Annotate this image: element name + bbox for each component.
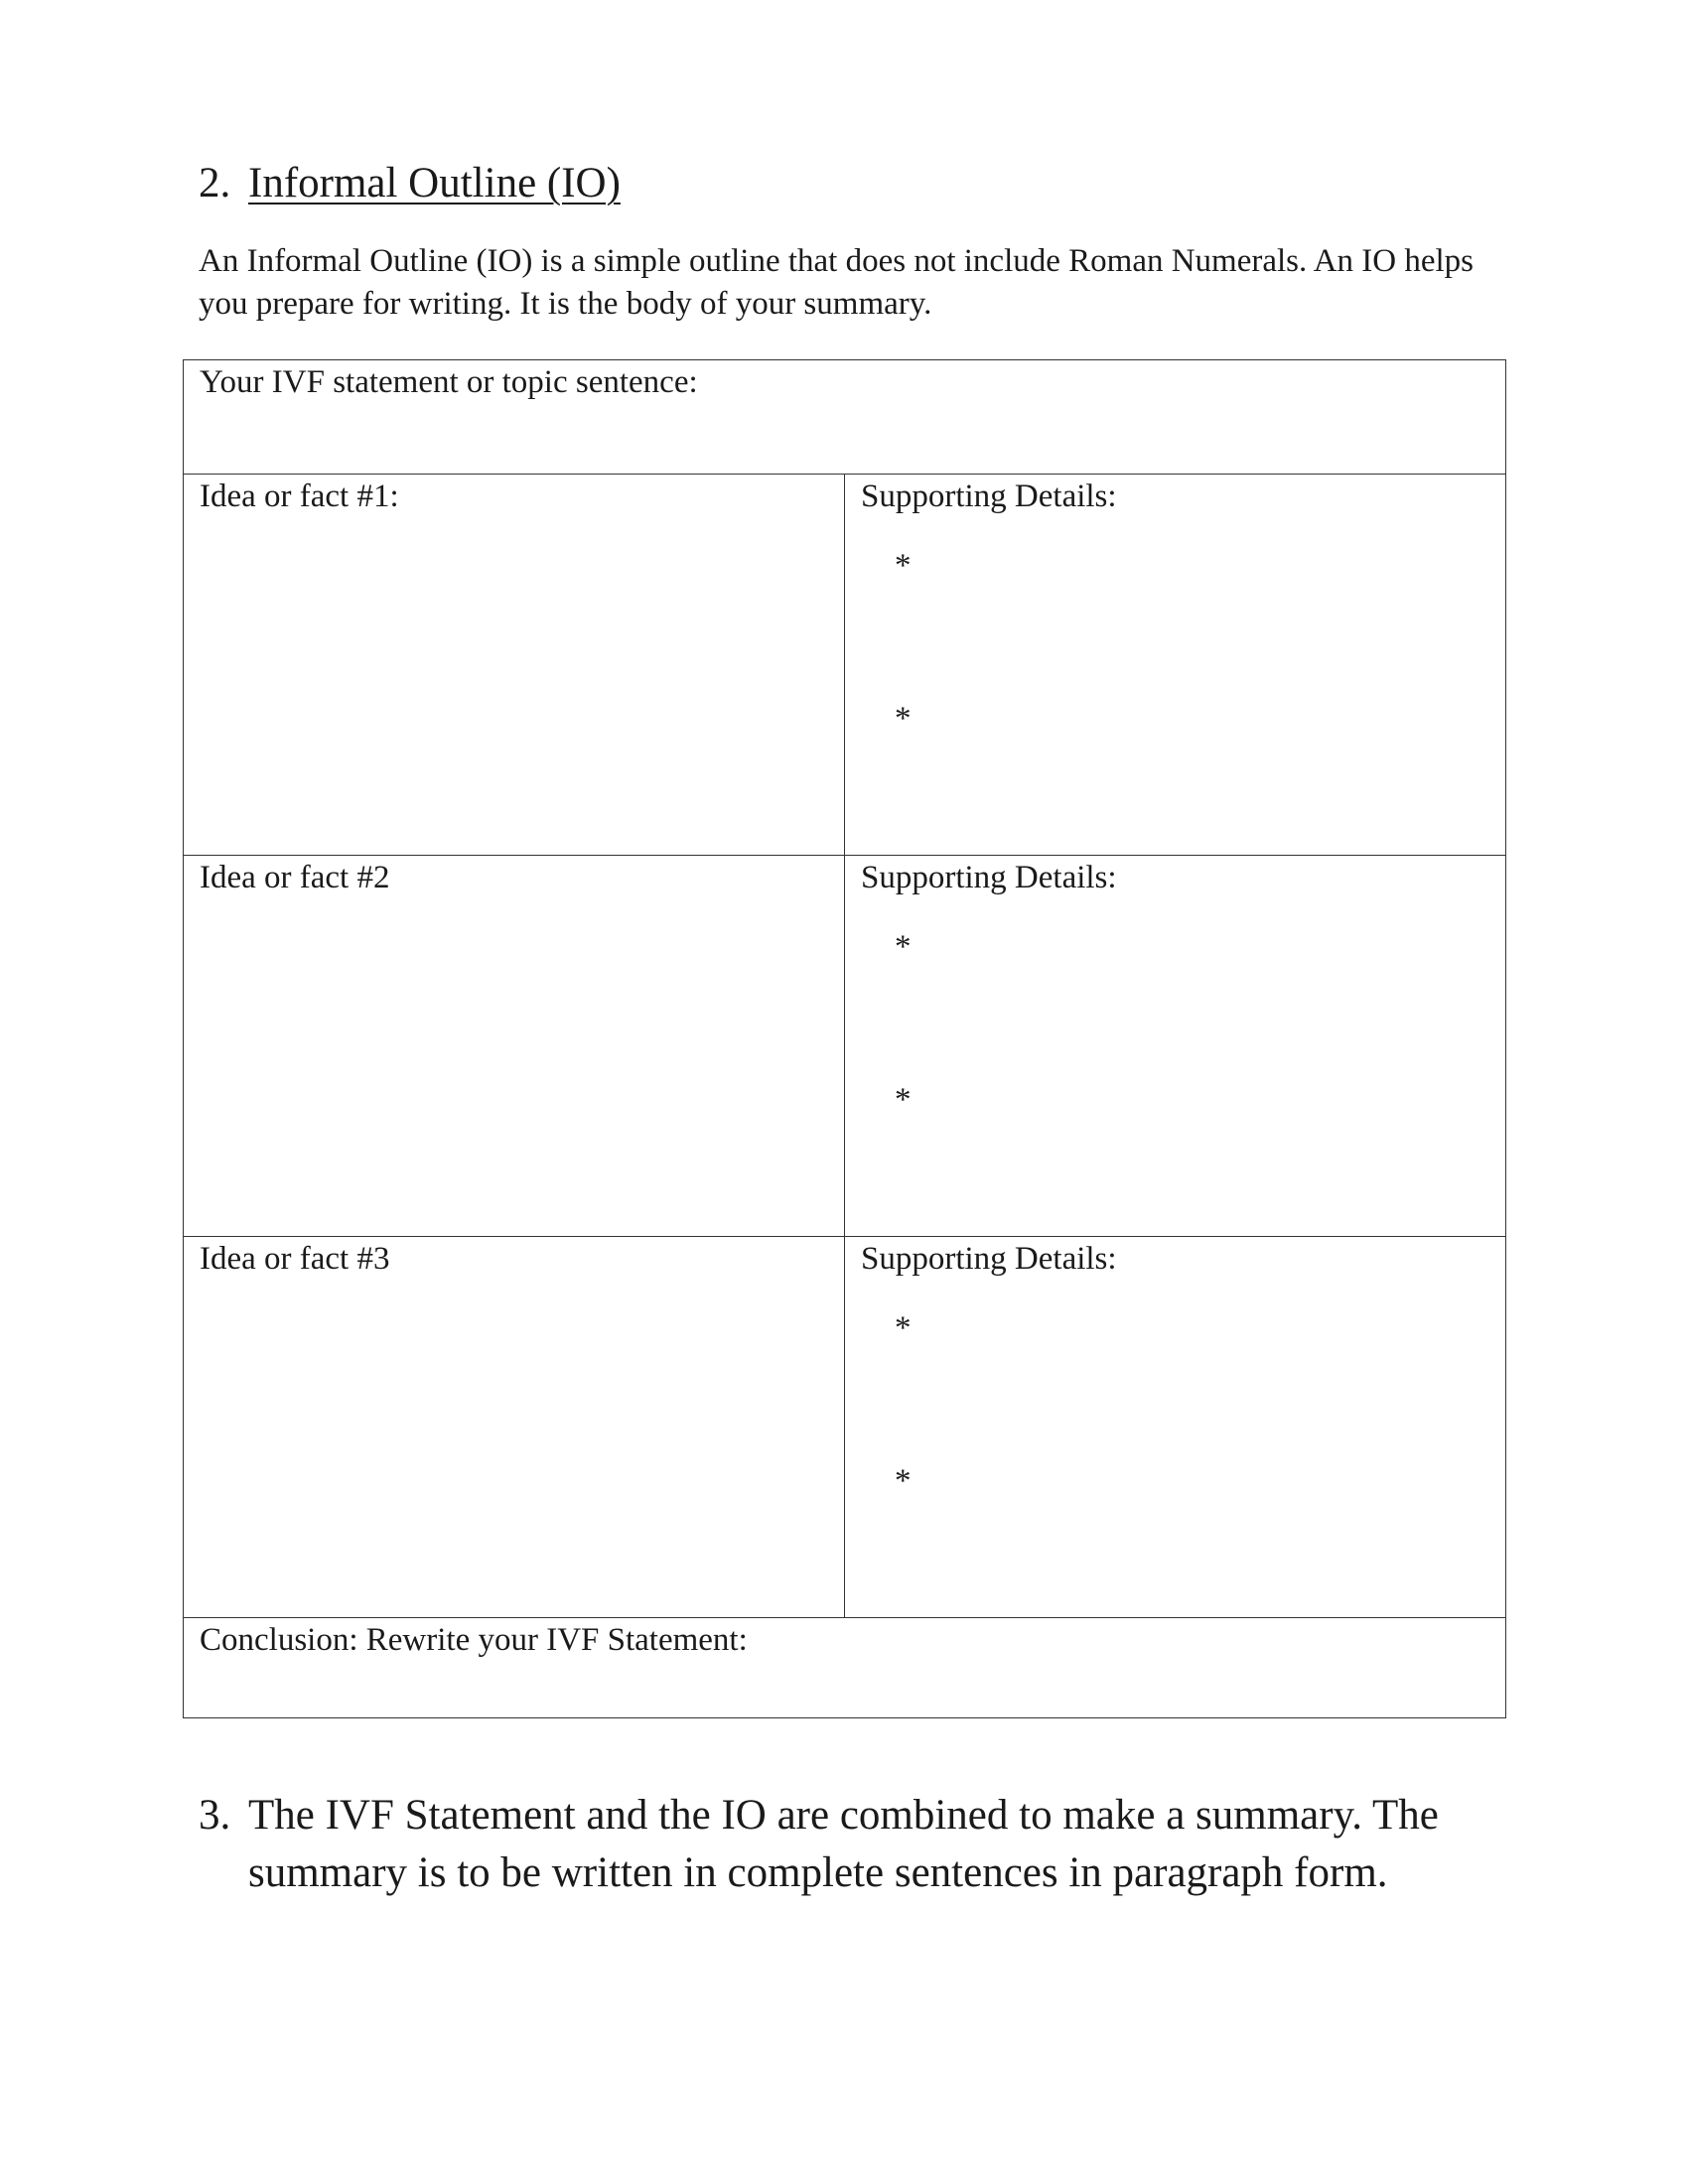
idea-label-2: Idea or fact #2 bbox=[200, 860, 390, 895]
outline-table bbox=[183, 359, 1506, 1718]
ivf-row bbox=[184, 360, 1506, 475]
detail-bullet: * bbox=[895, 548, 912, 584]
details-label-2: Supporting Details: bbox=[861, 860, 1117, 895]
closing-text: The IVF Statement and the IO are combined to make a summary. The summary is to be written in complete sentences in paragraph form. bbox=[248, 1792, 1439, 1896]
closing-number: 3. bbox=[199, 1792, 231, 1839]
ivf-label: Your IVF statement or topic sentence: bbox=[200, 364, 698, 400]
idea-row-1 bbox=[184, 475, 1506, 856]
detail-bullet: * bbox=[895, 701, 912, 737]
idea-label-3: Idea or fact #3 bbox=[200, 1241, 390, 1277]
closing-instruction bbox=[199, 1787, 1509, 1902]
detail-bullet: * bbox=[895, 1082, 912, 1118]
detail-bullet: * bbox=[895, 1463, 912, 1499]
idea-cell-3[interactable] bbox=[184, 1237, 845, 1618]
ivf-cell[interactable] bbox=[184, 360, 1506, 475]
detail-bullet: * bbox=[895, 929, 912, 965]
intro-paragraph bbox=[199, 240, 1509, 326]
details-cell-3[interactable] bbox=[845, 1237, 1506, 1618]
conclusion-label: Conclusion: Rewrite your IVF Statement: bbox=[200, 1622, 748, 1658]
detail-bullet: * bbox=[895, 1310, 912, 1346]
details-label-1: Supporting Details: bbox=[861, 478, 1117, 514]
idea-label-1: Idea or fact #1: bbox=[200, 478, 399, 514]
section-heading bbox=[199, 154, 621, 213]
section-title: Informal Outline (IO) bbox=[248, 160, 621, 206]
conclusion-cell[interactable] bbox=[184, 1618, 1506, 1718]
section-number: 2. bbox=[199, 160, 231, 206]
idea-row-3 bbox=[184, 1237, 1506, 1618]
intro-text: An Informal Outline (IO) is a simple outline that does not include Roman Numerals. An IO helps you prepare for writing. It is the body of your summary. bbox=[199, 243, 1475, 322]
details-cell-1[interactable] bbox=[845, 475, 1506, 856]
idea-row-2 bbox=[184, 856, 1506, 1237]
idea-cell-2[interactable] bbox=[184, 856, 845, 1237]
conclusion-row bbox=[184, 1618, 1506, 1718]
details-label-3: Supporting Details: bbox=[861, 1241, 1117, 1277]
details-cell-2[interactable] bbox=[845, 856, 1506, 1237]
idea-cell-1[interactable] bbox=[184, 475, 845, 856]
